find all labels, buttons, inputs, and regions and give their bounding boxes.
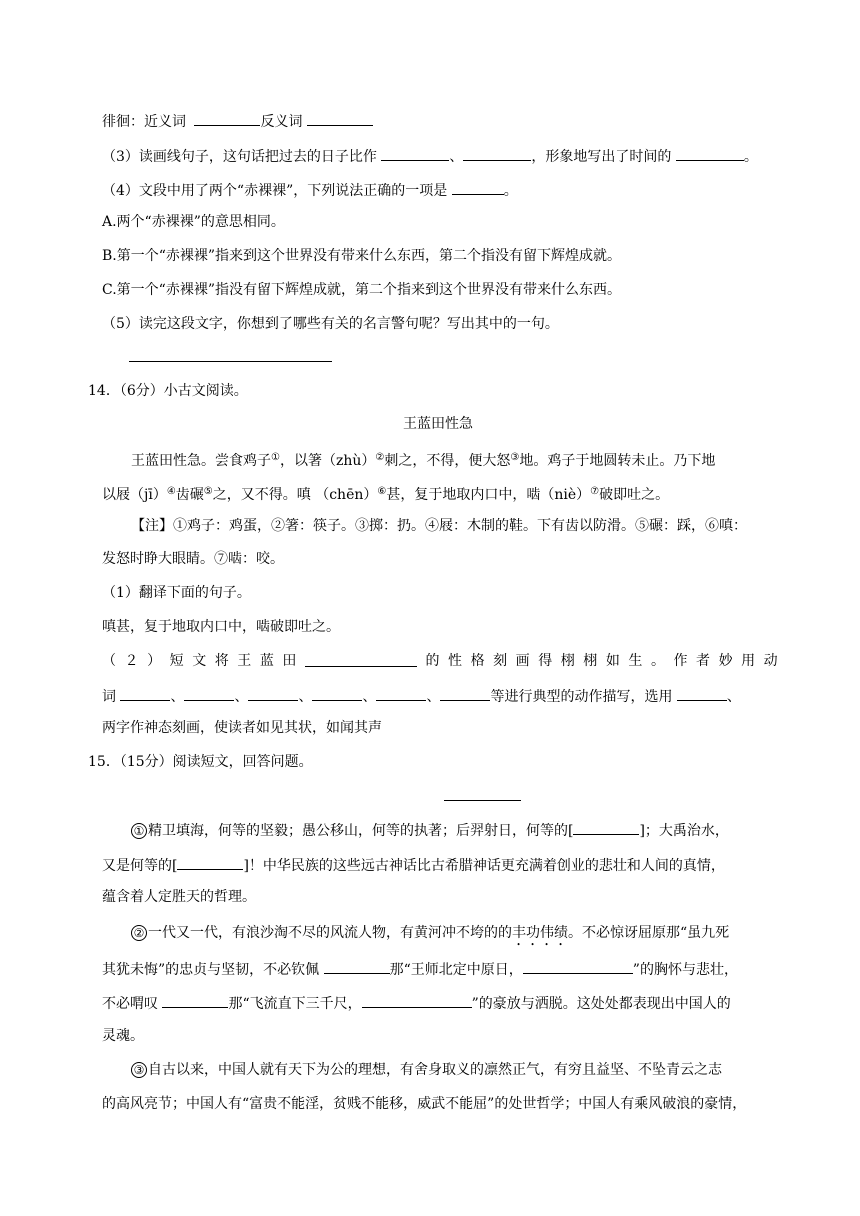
q14-sub1: （1）翻译下面的句子。 — [102, 585, 251, 601]
passage-text: ，以箸（zhù） — [279, 453, 376, 469]
notes-line-1: 【注】①鸡子：鸡蛋，②箸：筷子。③掷：扔。④屐：木制的鞋。下有齿以防滑。⑤碾：踩，⑥嗔： — [131, 518, 747, 534]
char: 田 — [282, 653, 297, 669]
para2-line4: 灵魂。 — [102, 1028, 144, 1044]
para-text: 精卫填海，何等的坚毅；愚公移山，何等的执著；后羿射日，何等的[ — [148, 823, 574, 839]
para-text: ”的豪放与洒脱。这处处都表现出中国人的 — [471, 996, 731, 1012]
char: （ — [102, 653, 116, 669]
char: 者 — [696, 653, 711, 669]
char: 画 — [515, 653, 530, 669]
para2-line1 — [131, 924, 729, 949]
blank-verb-5[interactable] — [376, 686, 426, 701]
option-b: B.第一个“赤裸裸”指来到这个世界没有带来什么东西，第二个指没有留下辉煌成就。 — [102, 248, 622, 264]
title-blank[interactable] — [444, 800, 521, 801]
note-ref-5: ⑤ — [203, 486, 213, 497]
passage-text: 齿碾 — [175, 487, 204, 503]
char: 动 — [763, 653, 778, 669]
para1-line3: 蕴含着人定胜天的哲理。 — [102, 889, 256, 905]
blank-metaphor-1[interactable] — [381, 146, 449, 161]
char: 用 — [741, 653, 756, 669]
antonym-label: 反义词 — [260, 114, 303, 130]
option-a: A.两个“赤裸裸”的意思相同。 — [102, 214, 285, 230]
char: 性 — [448, 653, 463, 669]
char: 文 — [192, 653, 207, 669]
q13-sub3-text-c: ，形象地写出了时间的 — [531, 149, 672, 165]
blank-verb-4[interactable] — [312, 686, 362, 701]
note-ref-2: ② — [375, 452, 385, 463]
char: 短 — [169, 653, 184, 669]
blank-poem-line-2[interactable] — [362, 993, 472, 1008]
para3-line1 — [131, 1061, 722, 1079]
quote-answer-line[interactable] — [129, 361, 332, 362]
q13-sub3-text-a: （3）读画线句子，这句话把过去的日子比作 — [102, 149, 377, 165]
para-number-3: ③ — [131, 1062, 147, 1078]
para3-line2: 的高风亮节；中国人有“富贵不能淫，贫贱不能移，威武不能屈”的处世哲学；中国人有乘风破浪的豪情， — [102, 1096, 747, 1112]
blank-choice[interactable] — [452, 180, 504, 195]
char: 生 — [628, 653, 643, 669]
para-text: 又是何等的[ — [102, 858, 178, 874]
blank-verb-1[interactable] — [120, 686, 170, 701]
blank-time-feature[interactable] — [676, 146, 744, 161]
blank-character[interactable] — [305, 652, 417, 667]
char: 刻 — [493, 653, 508, 669]
note-ref-7: ⑦ — [590, 486, 600, 497]
note-ref-4: ④ — [166, 486, 176, 497]
passage-text: 刺之，不得，便大怒 — [384, 453, 511, 469]
q13-sub3-sep: 、 — [449, 149, 464, 165]
q13-sub4 — [102, 180, 518, 200]
q14-sub2-line3: 两字作神态刻画，使读者如见其状，如闻其声 — [102, 720, 382, 736]
blank-verb-3[interactable] — [248, 686, 298, 701]
para-text: ”的胸怀与悲壮， — [632, 962, 738, 978]
char: 栩 — [560, 653, 575, 669]
passage-text: 之，又不得。嗔 （chēn） — [212, 487, 378, 503]
sep: 、 — [362, 689, 377, 705]
notes-line-2: 发怒时睁大眼睛。⑦啮：咬。 — [102, 551, 284, 567]
char: 格 — [470, 653, 485, 669]
passage-text: 以屐（jī） — [102, 487, 167, 503]
para-text: ]！中华民族的这些远古神话比古希腊神话更充满着创业的悲壮和人间的真情， — [243, 858, 725, 874]
blank-poem-line-1[interactable] — [523, 959, 633, 974]
q14-sub2-line1 — [102, 652, 778, 670]
para1-line2 — [102, 855, 725, 875]
char: 。 — [650, 653, 665, 669]
blank-expression-1[interactable] — [677, 686, 727, 701]
q15-heading: 15．（15分）阅读短文，回答问题。 — [88, 754, 313, 770]
para-text: 那“飞流直下三千尺， — [228, 996, 362, 1012]
char: 栩 — [583, 653, 598, 669]
option-c: C.第一个“赤裸裸”指没有留下辉煌成就，第二个指来到这个世界没有带来什么东西。 — [102, 282, 621, 298]
blank-poet-2[interactable] — [162, 993, 228, 1008]
q13-sub4-end: 。 — [503, 183, 518, 199]
passage-title: 王蓝田性急 — [403, 416, 473, 432]
para-text: 一代又一代，有浪沙淘不尽的风流人物，有黄河冲不垮的的 — [148, 925, 512, 941]
q14-heading: 14．（6分）小古文阅读。 — [88, 383, 248, 399]
para2-line3 — [102, 993, 731, 1013]
passage-text: 甚，复于地取内口中，啮（niè） — [386, 487, 591, 503]
sep: 、 — [298, 689, 313, 705]
synonym-blank[interactable] — [194, 111, 260, 126]
blank-metaphor-2[interactable] — [463, 146, 531, 161]
blank-bracket-2[interactable] — [177, 855, 243, 870]
passage-line-1 — [131, 449, 715, 470]
passage-text: 王蓝田性急。尝食鸡子 — [131, 453, 271, 469]
sep: 、 — [426, 689, 441, 705]
char: 妙 — [718, 653, 733, 669]
note-ref-3: ③ — [510, 452, 520, 463]
q14-sub2-line2 — [102, 686, 741, 706]
q13-sub3-end: 。 — [743, 149, 758, 165]
synonym-label: 徘徊：近义词 — [102, 114, 186, 130]
sep: 、 — [726, 689, 741, 705]
para-text: 那“王师北定中原日， — [389, 962, 523, 978]
para-number-2: ② — [131, 925, 147, 941]
para-text: ]；大禹治水， — [639, 823, 729, 839]
para-text: 其犹未悔”的忠贞与坚韧，不必钦佩 — [102, 962, 320, 978]
char: 的 — [425, 653, 440, 669]
char: 王 — [237, 653, 252, 669]
char: 蓝 — [259, 653, 274, 669]
emphasized-phrase: 丰功伟绩 — [512, 925, 568, 941]
blank-bracket-1[interactable] — [573, 820, 639, 835]
sep: 、 — [170, 689, 185, 705]
translate-sentence: 嗔甚，复于地取内口中，啮破即吐之。 — [102, 619, 340, 635]
sep: 、 — [234, 689, 249, 705]
note-ref-1: ① — [271, 452, 280, 463]
q13-sub4-text: （4）文段中用了两个“赤裸裸”，下列说法正确的一项是 — [102, 183, 448, 199]
blank-poet-1[interactable] — [324, 959, 390, 974]
para-number-1: ① — [131, 823, 147, 839]
para1-line1 — [131, 820, 729, 840]
note-ref-6: ⑥ — [377, 486, 387, 497]
char: 得 — [538, 653, 553, 669]
q13-sub5: （5）读完这段文字，你想到了哪些有关的名言警句呢？写出其中的一句。 — [102, 316, 559, 332]
passage-text: 破即吐之。 — [599, 487, 670, 503]
synonym-antonym-line — [102, 111, 373, 131]
q13-sub3 — [102, 146, 758, 166]
char: 作 — [673, 653, 688, 669]
verb-tail: 等进行典型的动作描写，选用 — [490, 689, 673, 705]
blank-verb-6[interactable] — [440, 686, 490, 701]
passage-text: 地。鸡子于地圆转未止。乃下地 — [519, 453, 716, 469]
char: ２ — [124, 653, 139, 669]
blank-verb-2[interactable] — [184, 686, 234, 701]
para-text: 。不必惊讶屈原那“虽九死 — [568, 925, 730, 941]
para-text: 不必喟叹 — [102, 996, 158, 1012]
para-text: 自古以来，中国人就有天下为公的理想，有舍身取义的凛然正气，有穷且益坚、不坠青云之志 — [148, 1062, 722, 1078]
char: ） — [147, 653, 162, 669]
passage-line-2 — [102, 483, 669, 504]
verb-label: 词 — [102, 689, 116, 705]
antonym-blank[interactable] — [307, 111, 373, 126]
char: 如 — [605, 653, 620, 669]
para2-line2 — [102, 959, 738, 979]
char: 将 — [214, 653, 229, 669]
